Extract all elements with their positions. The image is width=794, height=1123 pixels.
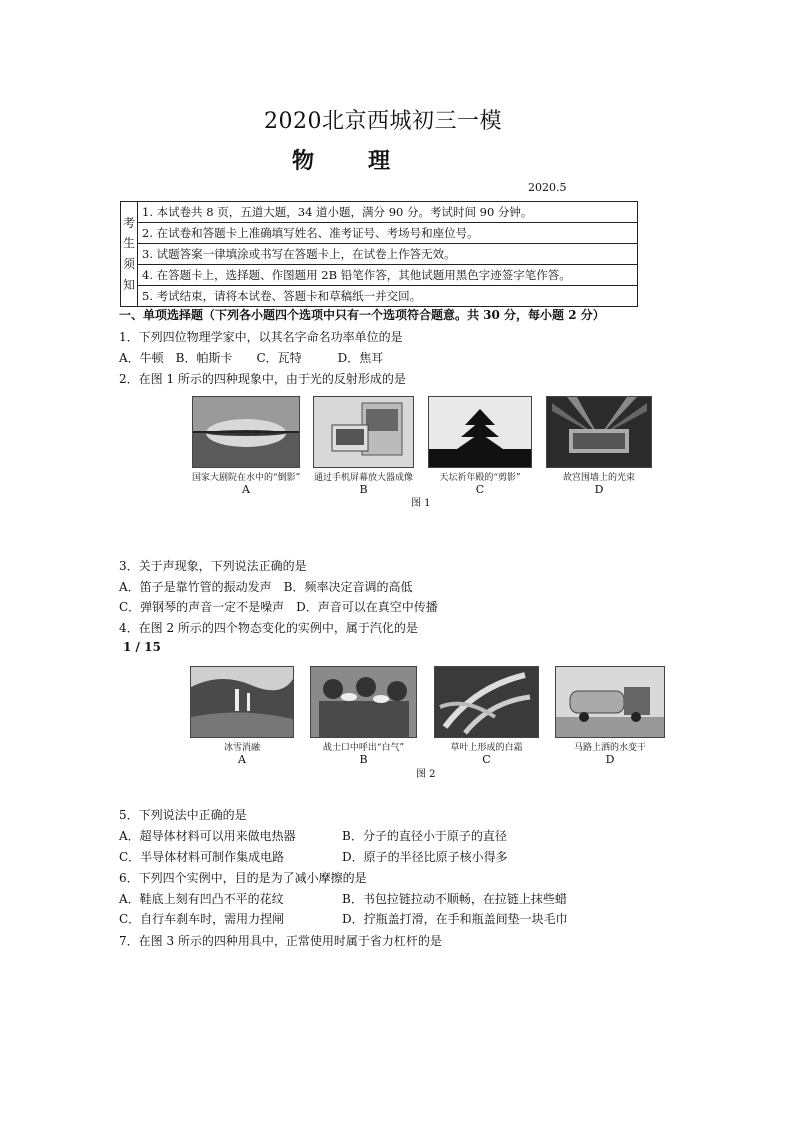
question-2-stem: 2．在图 1 所示的四种现象中，由于光的反射形成的是 — [119, 372, 406, 386]
question-4-stem: 4．在图 2 所示的四个物态变化的实例中，属于汽化的是 — [119, 621, 418, 635]
figure1-image-c — [428, 396, 532, 496]
figure-1-label: 图 1 — [411, 498, 431, 509]
option-letter: B — [359, 753, 368, 766]
question-1-options: A．牛顿 B．帕斯卡 C．瓦特 D．焦耳 — [119, 351, 384, 365]
figure-caption: 战士口中呼出“白气” — [322, 743, 405, 753]
figure-caption: 通过手机屏幕放大器成像 — [313, 473, 413, 483]
phone-magnifier-image — [313, 396, 414, 468]
candidate-notice-table — [120, 201, 638, 307]
figure-caption: 国家大剧院在水中的“倒影” — [192, 473, 301, 483]
page-number: 1 / 15 — [123, 640, 161, 654]
question-5-option-a: A．超导体材料可以用来做电热器 — [119, 829, 296, 843]
question-6-option-c: C．自行车刹车时，需用力捏闸 — [119, 912, 285, 926]
frost-leaves-image — [434, 666, 539, 738]
notice-item: 5. 考试结束，请将本试卷、答题卡和草稿纸一并交回。 — [138, 286, 638, 307]
question-5-stem: 5．下列说法中正确的是 — [119, 808, 247, 822]
figure1-image-b — [313, 396, 414, 496]
figure-caption: 天坛祈年殿的“剪影” — [439, 473, 521, 483]
notice-side-label: 考 生 须 知 — [121, 202, 138, 307]
question-6-option-a: A．鞋底上刻有凹凸不平的花纹 — [119, 892, 284, 906]
option-letter: D — [605, 753, 615, 766]
question-5-option-d: D．原子的半径比原子核小得多 — [342, 850, 508, 864]
palace-light-beams-image — [546, 396, 652, 468]
figure1-image-a — [192, 396, 300, 496]
soldiers-breath-image — [310, 666, 417, 738]
question-6-option-b: B．书包拉链拉动不顺畅，在拉链上抹些蜡 — [342, 892, 567, 906]
question-1-stem: 1．下列四位物理学家中，以其名字命名功率单位的是 — [119, 330, 403, 344]
melting-ice-image — [190, 666, 294, 738]
option-letter: B — [359, 483, 368, 496]
figure2-image-d — [555, 666, 665, 766]
question-3-stem: 3．关于声现象，下列说法正确的是 — [119, 559, 307, 573]
figure2-image-b — [310, 666, 417, 766]
option-letter: A — [238, 753, 246, 766]
subject-title: 物 理 — [292, 148, 407, 174]
option-letter: A — [242, 483, 250, 496]
figure2-image-c — [434, 666, 539, 766]
theatre-reflection-image — [192, 396, 300, 468]
notice-item: 1. 本试卷共 8 页，五道大题，34 道小题，满分 90 分。考试时间 90 分钟。 — [138, 202, 638, 223]
exam-date: 2020.5 — [528, 181, 567, 194]
figure-caption: 草叶上形成的白霜 — [450, 743, 523, 753]
figure-caption: 冰雪消融 — [223, 743, 260, 753]
question-6-option-d: D．拧瓶盖打滑，在手和瓶盖间垫一块毛巾 — [342, 912, 568, 926]
figure-2-label: 图 2 — [416, 769, 436, 780]
figure-caption: 故宫围墙上的光束 — [562, 473, 635, 483]
question-3-options-2: C．弹钢琴的声音一定不是噪声 D．声音可以在真空中传播 — [119, 600, 438, 614]
option-letter: C — [482, 753, 491, 766]
figure2-image-a — [190, 666, 294, 766]
notice-item: 2. 在试卷和答题卡上准确填写姓名、准考证号、考场号和座位号。 — [138, 223, 638, 244]
option-letter: C — [475, 483, 485, 496]
question-5-option-b: B．分子的直径小于原子的直径 — [342, 829, 507, 843]
question-5-option-c: C．半导体材料可制作集成电路 — [119, 850, 285, 864]
water-truck-image — [555, 666, 665, 738]
temple-silhouette-image — [428, 396, 532, 468]
notice-item: 3. 试题答案一律填涂或书写在答题卡上，在试卷上作答无效。 — [138, 244, 638, 265]
option-letter: D — [594, 483, 604, 496]
figure1-image-d — [546, 396, 652, 496]
question-3-options-1: A．笛子是靠竹管的振动发声 B．频率决定音调的高低 — [119, 580, 413, 594]
section-heading: 一、单项选择题（下列各小题四个选项中只有一个选项符合题意。共 30 分，每小题 2 分） — [119, 308, 605, 322]
question-6-stem: 6．下列四个实例中，目的是为了减小摩擦的是 — [119, 871, 367, 885]
figure-caption: 马路上洒的水变干 — [573, 743, 646, 753]
question-7-stem: 7．在图 3 所示的四种用具中，正常使用时属于省力杠杆的是 — [119, 934, 442, 948]
notice-item: 4. 在答题卡上，选择题、作图题用 2B 铅笔作答，其他试题用黑色字迹签字笔作答。 — [138, 265, 638, 286]
exam-title: 2020北京西城初三一模 — [264, 109, 502, 134]
